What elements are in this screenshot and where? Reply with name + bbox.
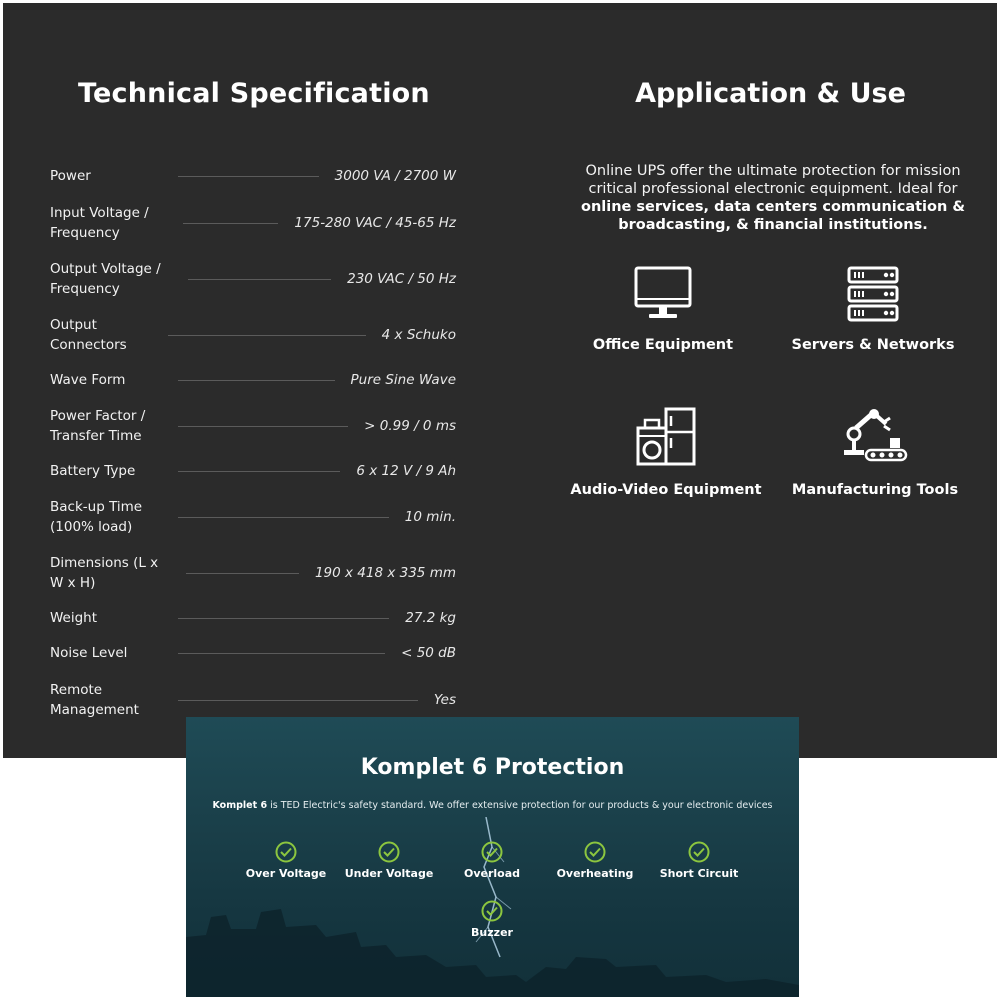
spec-label: Back-up Time (100% load) xyxy=(50,499,143,535)
feature-label: Overheating xyxy=(556,867,634,880)
server-rack-icon xyxy=(846,265,900,323)
feature-overheating xyxy=(540,841,650,880)
use-item-label: Manufacturing Tools xyxy=(791,482,959,498)
technical-specification-title: Technical Specification xyxy=(78,78,430,109)
robot-arm-icon xyxy=(842,406,908,468)
spec-value: 6 x 12 V / 9 Ah xyxy=(356,463,456,479)
protection-description-text: is TED Electric's safety standard. We offer extensive protection for our products & your electronic devices xyxy=(270,800,773,811)
spec-value: < 50 dB xyxy=(401,645,456,661)
spec-label: Battery Type xyxy=(50,463,136,479)
use-item-servers-networks xyxy=(763,265,983,353)
feature-overload xyxy=(437,841,547,880)
feature-short-circuit xyxy=(644,841,754,880)
protection-title-light: Komplet 6 xyxy=(360,755,488,780)
spec-value: 4 x Schuko xyxy=(381,327,456,343)
feature-under-voltage xyxy=(334,841,444,880)
feature-buzzer xyxy=(437,900,547,939)
spec-label: Input Voltage / Frequency xyxy=(50,205,149,241)
spec-divider xyxy=(178,700,418,701)
application-description-intro: Online UPS offer the ultimate protection for mission critical professional electronic equipment. Ideal for xyxy=(585,163,961,197)
spec-divider xyxy=(183,223,278,224)
spec-divider xyxy=(178,380,335,381)
spec-value: 27.2 kg xyxy=(405,610,456,626)
spec-divider xyxy=(178,618,389,619)
spec-row-backup-time xyxy=(50,497,456,537)
spec-divider xyxy=(188,279,331,280)
spec-label: Dimensions (L x W x H) xyxy=(50,555,159,591)
feature-label: Under Voltage xyxy=(344,867,434,880)
spec-row-power-factor xyxy=(50,406,456,446)
spec-label: Remote Management xyxy=(50,682,139,718)
spec-label: Output Connectors xyxy=(50,317,127,353)
feature-label: Overload xyxy=(463,867,521,880)
check-circle-icon xyxy=(584,841,606,863)
spec-row-noise-level xyxy=(50,643,456,663)
spec-row-battery-type xyxy=(50,461,456,481)
spec-divider xyxy=(178,471,340,472)
feature-label: Over Voltage xyxy=(245,867,327,880)
protection-title xyxy=(186,755,799,780)
spec-divider xyxy=(178,426,348,427)
spec-row-wave-form xyxy=(50,370,456,390)
feature-label: Buzzer xyxy=(471,926,513,939)
spec-divider xyxy=(168,335,366,336)
spec-label: Power Factor / Transfer Time xyxy=(50,408,146,444)
specification-panel xyxy=(3,3,997,758)
spec-divider xyxy=(178,176,319,177)
protection-description xyxy=(186,800,799,811)
spec-divider xyxy=(186,573,299,574)
protection-banner xyxy=(186,717,799,997)
use-item-label: Office Equipment xyxy=(592,337,734,353)
use-item-label: Servers & Networks xyxy=(791,337,955,353)
check-circle-icon xyxy=(688,841,710,863)
spec-value: 3000 VA / 2700 W xyxy=(334,168,456,184)
spec-row-remote-management xyxy=(50,680,456,720)
spec-label: Power xyxy=(50,168,91,184)
spec-divider xyxy=(178,517,389,518)
use-item-manufacturing-tools xyxy=(765,406,985,498)
spec-label: Wave Form xyxy=(50,372,126,388)
spec-row-input-voltage xyxy=(50,203,456,243)
appliances-icon xyxy=(635,406,697,468)
spec-value: Yes xyxy=(433,692,456,708)
spec-value: 230 VAC / 50 Hz xyxy=(347,271,456,287)
spec-row-dimensions xyxy=(50,553,456,593)
feature-over-voltage xyxy=(231,841,341,880)
application-description-highlight: online services, data centers communication & broadcasting, & financial institutions. xyxy=(580,199,965,233)
spec-row-weight xyxy=(50,608,456,628)
spec-divider xyxy=(178,653,385,654)
spec-row-power xyxy=(50,166,456,186)
spec-value: Pure Sine Wave xyxy=(350,372,456,388)
use-item-office-equipment xyxy=(553,265,773,353)
spec-label: Weight xyxy=(50,610,98,626)
spec-value: 175-280 VAC / 45-65 Hz xyxy=(294,215,456,231)
feature-label: Short Circuit xyxy=(659,867,739,880)
spec-label: Output Voltage / Frequency xyxy=(50,261,161,297)
protection-description-brand: Komplet 6 xyxy=(212,800,268,811)
check-circle-icon xyxy=(378,841,400,863)
spec-row-output-connectors xyxy=(50,315,456,355)
spec-value: 10 min. xyxy=(404,509,456,525)
application-use-title: Application & Use xyxy=(635,78,906,109)
spec-row-output-voltage xyxy=(50,259,456,299)
spec-value: > 0.99 / 0 ms xyxy=(364,418,456,434)
monitor-icon xyxy=(633,265,693,323)
application-description xyxy=(563,162,983,234)
use-item-audio-video-equipment xyxy=(556,406,776,498)
spec-value: 190 x 418 x 335 mm xyxy=(314,565,456,581)
check-circle-icon xyxy=(481,841,503,863)
check-circle-icon xyxy=(275,841,297,863)
protection-title-bold: Protection xyxy=(494,755,625,780)
use-item-label: Audio-Video Equipment xyxy=(570,482,762,498)
check-circle-icon xyxy=(481,900,503,922)
spec-label: Noise Level xyxy=(50,645,128,661)
